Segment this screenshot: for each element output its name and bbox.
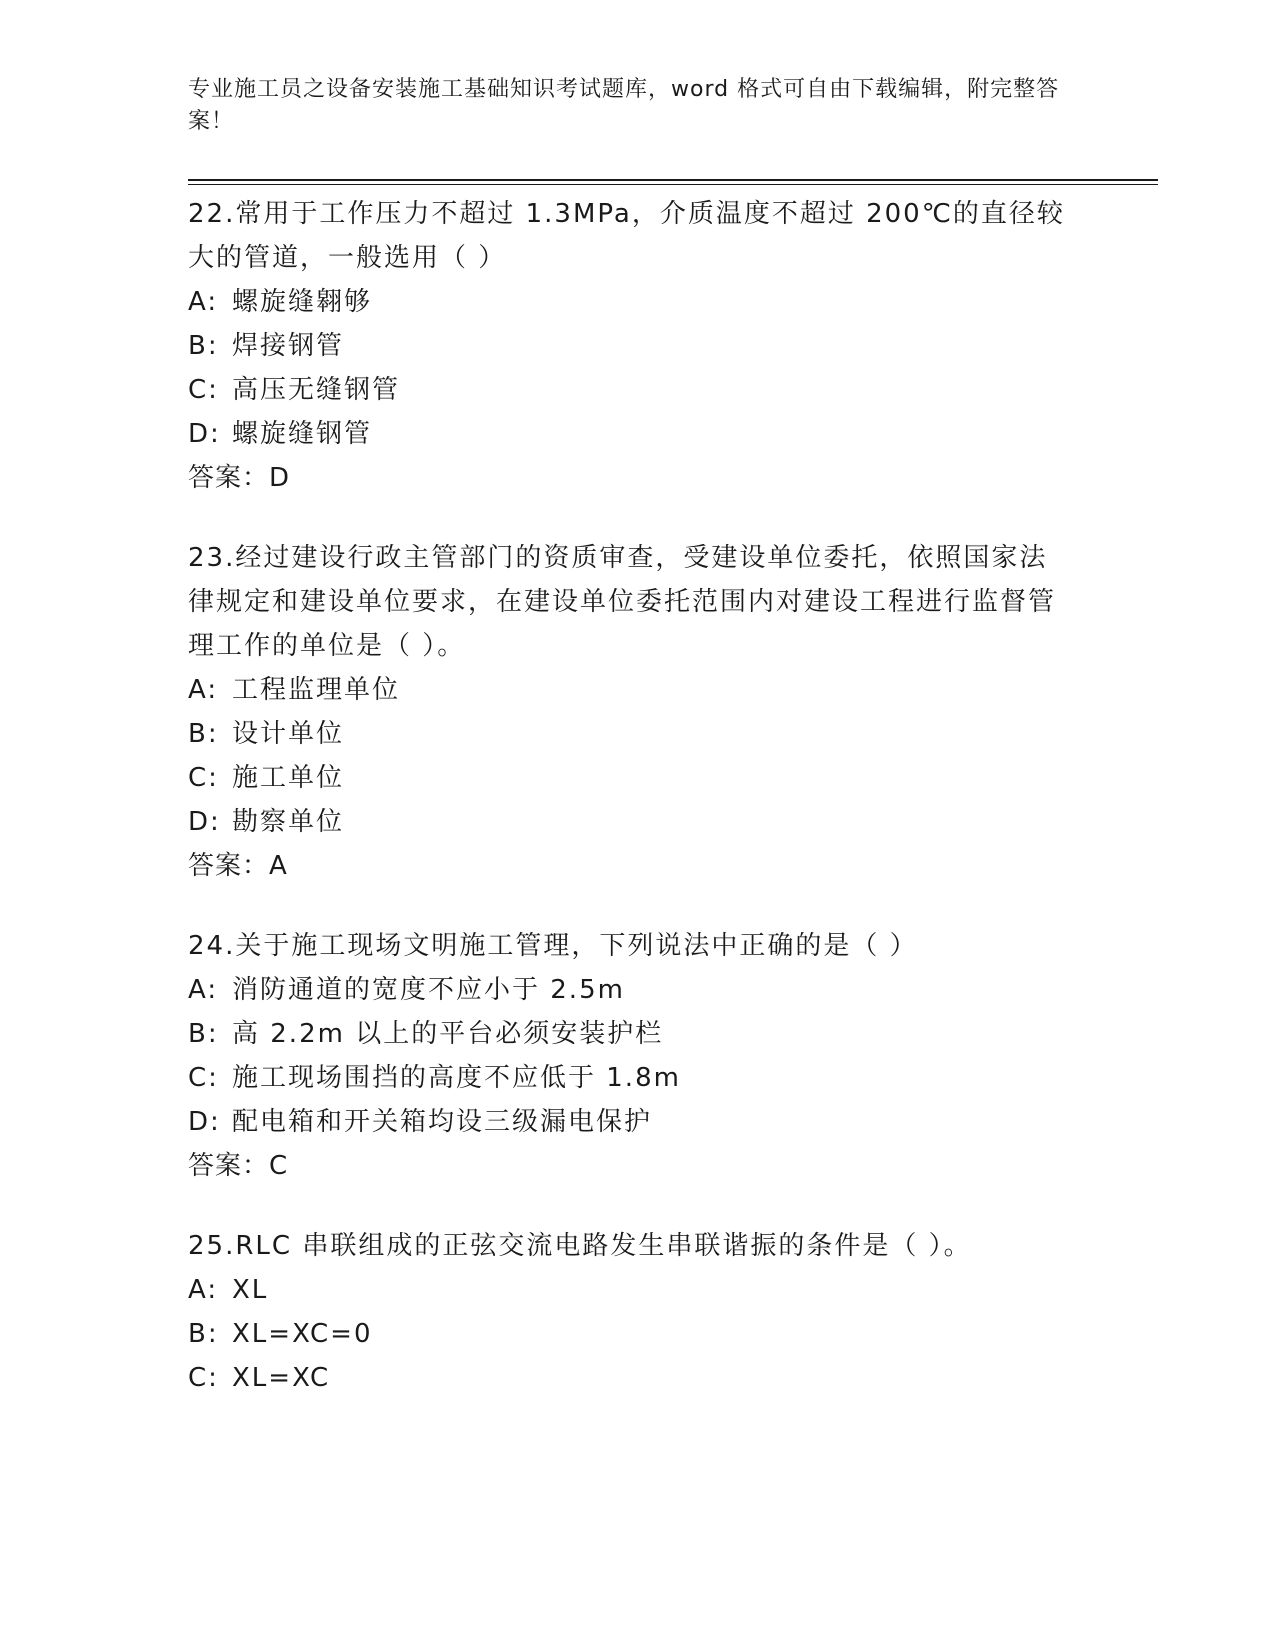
answer-option	[188, 1356, 1088, 1400]
option-letter: A:	[188, 1275, 219, 1305]
answer-option	[188, 1100, 1088, 1144]
answer-option	[188, 968, 1088, 1012]
option-text: 施工现场围挡的高度不应低于 1.8m	[232, 1063, 681, 1093]
question-block	[188, 536, 1088, 888]
answer-label: 答案：	[188, 851, 270, 881]
answer-line	[188, 844, 1088, 888]
option-letter: C:	[188, 763, 219, 793]
question-list	[188, 192, 1088, 1436]
answer-value: C	[269, 1151, 289, 1181]
option-letter: A:	[188, 287, 219, 317]
answer-option	[188, 280, 1088, 324]
option-letter: D:	[188, 419, 221, 449]
answer-option	[188, 412, 1088, 456]
option-text: XL=XC	[232, 1363, 331, 1393]
option-text: 工程监理单位	[232, 675, 401, 705]
option-letter: A:	[188, 675, 219, 705]
answer-option	[188, 800, 1088, 844]
answer-value: D	[269, 463, 291, 493]
question-block	[188, 192, 1088, 500]
document-header: 专业施工员之设备安装施工基础知识考试题库，word 格式可自由下载编辑，附完整答案！	[188, 77, 1060, 134]
question-block	[188, 924, 1088, 1188]
option-text: XL=XC=0	[232, 1319, 373, 1349]
option-letter: B:	[188, 1319, 219, 1349]
option-text: 施工单位	[232, 763, 345, 793]
option-text: 消防通道的宽度不应小于 2.5m	[232, 975, 625, 1005]
answer-option	[188, 668, 1088, 712]
option-letter: C:	[188, 1363, 219, 1393]
question-stem: 22.常用于工作压力不超过 1.3MPa，介质温度不超过 200℃的直径较大的管道，一般选用（ ）	[188, 199, 1065, 273]
answer-line	[188, 456, 1088, 500]
option-letter: B:	[188, 331, 219, 361]
option-text: 焊接钢管	[232, 331, 345, 361]
header-divider-thin	[188, 184, 1158, 185]
option-text: XL	[232, 1275, 269, 1305]
option-letter: D:	[188, 1107, 221, 1137]
answer-line	[188, 1144, 1088, 1188]
option-letter: D:	[188, 807, 221, 837]
answer-option	[188, 324, 1088, 368]
answer-option	[188, 368, 1088, 412]
option-text: 配电箱和开关箱均设三级漏电保护	[232, 1107, 653, 1137]
question-block	[188, 1224, 1088, 1400]
option-letter: C:	[188, 375, 219, 405]
option-letter: B:	[188, 1019, 219, 1049]
answer-option	[188, 1312, 1088, 1356]
option-text: 螺旋缝钢管	[232, 419, 373, 449]
option-letter: B:	[188, 719, 219, 749]
answer-option	[188, 1056, 1088, 1100]
option-text: 高 2.2m 以上的平台必须安装护栏	[232, 1019, 664, 1049]
answer-option	[188, 1012, 1088, 1056]
header-divider-thick	[188, 179, 1158, 181]
option-letter: C:	[188, 1063, 219, 1093]
question-stem: 24.关于施工现场文明施工管理，下列说法中正确的是（ ）	[188, 931, 918, 961]
option-text: 螺旋缝翱够	[232, 287, 373, 317]
answer-option	[188, 756, 1088, 800]
option-letter: A:	[188, 975, 219, 1005]
answer-label: 答案：	[188, 1151, 270, 1181]
question-stem: 23.经过建设行政主管部门的资质审查，受建设单位委托，依照国家法律规定和建设单位要求，在建设单位委托范围内对建设工程进行监督管理工作的单位是（ ）。	[188, 543, 1057, 661]
option-text: 设计单位	[232, 719, 345, 749]
option-text: 勘察单位	[232, 807, 345, 837]
answer-value: A	[269, 851, 288, 881]
answer-option	[188, 712, 1088, 756]
answer-label: 答案：	[188, 463, 270, 493]
option-text: 高压无缝钢管	[232, 375, 401, 405]
question-stem: 25.RLC 串联组成的正弦交流电路发生串联谐振的条件是（ ）。	[188, 1231, 972, 1261]
answer-option	[188, 1268, 1088, 1312]
